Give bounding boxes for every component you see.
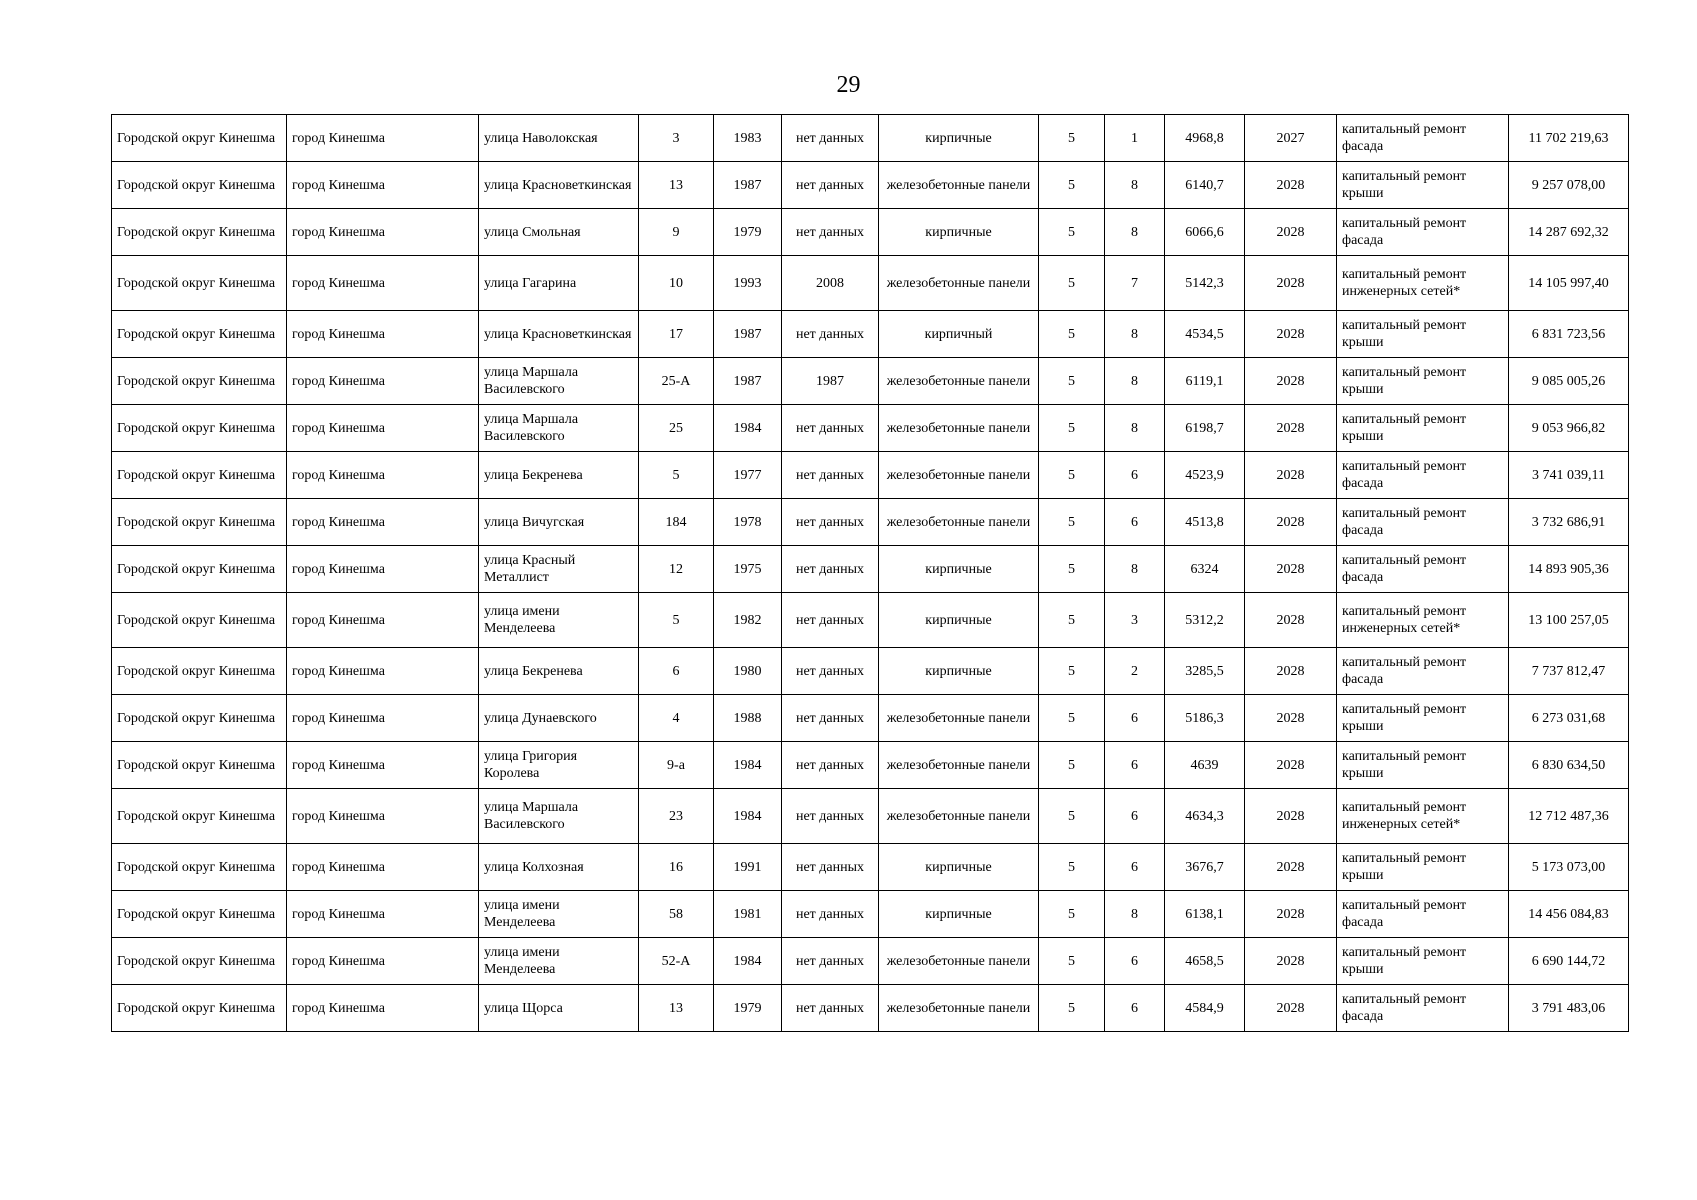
planned-year-cell: 2028 (1245, 209, 1337, 256)
municipality-cell: Городской округ Кинешма (112, 499, 287, 546)
year-built-cell: 1983 (714, 115, 782, 162)
planned-year-cell: 2028 (1245, 311, 1337, 358)
floors-cell: 5 (1039, 358, 1105, 405)
cost-cell: 3 732 686,91 (1509, 499, 1629, 546)
table-row (112, 789, 1629, 844)
cost-cell: 6 831 723,56 (1509, 311, 1629, 358)
last-repair-year-cell: 1987 (782, 358, 879, 405)
cost-cell: 11 702 219,63 (1509, 115, 1629, 162)
area-cell: 5142,3 (1165, 256, 1245, 311)
settlement-cell: город Кинешма (287, 115, 479, 162)
settlement-cell: город Кинешма (287, 358, 479, 405)
municipality-cell: Городской округ Кинешма (112, 844, 287, 891)
last-repair-year-cell: нет данных (782, 452, 879, 499)
entrances-cell: 6 (1105, 985, 1165, 1032)
floors-cell: 5 (1039, 695, 1105, 742)
year-built-cell: 1988 (714, 695, 782, 742)
planned-year-cell: 2028 (1245, 648, 1337, 695)
settlement-cell: город Кинешма (287, 162, 479, 209)
planned-year-cell: 2028 (1245, 593, 1337, 648)
table-row (112, 452, 1629, 499)
year-built-cell: 1982 (714, 593, 782, 648)
planned-year-cell: 2028 (1245, 985, 1337, 1032)
table-row (112, 115, 1629, 162)
settlement-cell: город Кинешма (287, 891, 479, 938)
wall-material-cell: железобетонные панели (879, 742, 1039, 789)
house-number-cell: 12 (639, 546, 714, 593)
settlement-cell: город Кинешма (287, 695, 479, 742)
work-type-cell: капитальный ремонт фасада (1337, 891, 1509, 938)
house-number-cell: 184 (639, 499, 714, 546)
table-row (112, 648, 1629, 695)
last-repair-year-cell: нет данных (782, 891, 879, 938)
cost-cell: 6 690 144,72 (1509, 938, 1629, 985)
municipality-cell: Городской округ Кинешма (112, 358, 287, 405)
area-cell: 6066,6 (1165, 209, 1245, 256)
last-repair-year-cell: нет данных (782, 985, 879, 1032)
housing-repair-table (111, 114, 1629, 1032)
floors-cell: 5 (1039, 891, 1105, 938)
entrances-cell: 7 (1105, 256, 1165, 311)
work-type-cell: капитальный ремонт фасада (1337, 452, 1509, 499)
planned-year-cell: 2028 (1245, 695, 1337, 742)
entrances-cell: 8 (1105, 209, 1165, 256)
entrances-cell: 8 (1105, 311, 1165, 358)
last-repair-year-cell: нет данных (782, 742, 879, 789)
settlement-cell: город Кинешма (287, 209, 479, 256)
table-row (112, 546, 1629, 593)
house-number-cell: 17 (639, 311, 714, 358)
cost-cell: 3 741 039,11 (1509, 452, 1629, 499)
municipality-cell: Городской округ Кинешма (112, 593, 287, 648)
planned-year-cell: 2028 (1245, 789, 1337, 844)
settlement-cell: город Кинешма (287, 742, 479, 789)
municipality-cell: Городской округ Кинешма (112, 891, 287, 938)
planned-year-cell: 2028 (1245, 938, 1337, 985)
area-cell: 3676,7 (1165, 844, 1245, 891)
house-number-cell: 5 (639, 452, 714, 499)
floors-cell: 5 (1039, 546, 1105, 593)
house-number-cell: 16 (639, 844, 714, 891)
street-cell: улица Красный Металлист (479, 546, 639, 593)
floors-cell: 5 (1039, 311, 1105, 358)
work-type-cell: капитальный ремонт крыши (1337, 844, 1509, 891)
wall-material-cell: железобетонные панели (879, 938, 1039, 985)
wall-material-cell: кирпичные (879, 891, 1039, 938)
work-type-cell: капитальный ремонт крыши (1337, 311, 1509, 358)
floors-cell: 5 (1039, 115, 1105, 162)
area-cell: 3285,5 (1165, 648, 1245, 695)
last-repair-year-cell: нет данных (782, 593, 879, 648)
wall-material-cell: железобетонные панели (879, 405, 1039, 452)
entrances-cell: 8 (1105, 405, 1165, 452)
floors-cell: 5 (1039, 405, 1105, 452)
settlement-cell: город Кинешма (287, 789, 479, 844)
work-type-cell: капитальный ремонт крыши (1337, 742, 1509, 789)
settlement-cell: город Кинешма (287, 452, 479, 499)
planned-year-cell: 2028 (1245, 844, 1337, 891)
street-cell: улица Наволокская (479, 115, 639, 162)
work-type-cell: капитальный ремонт фасада (1337, 499, 1509, 546)
house-number-cell: 3 (639, 115, 714, 162)
work-type-cell: капитальный ремонт крыши (1337, 695, 1509, 742)
floors-cell: 5 (1039, 648, 1105, 695)
last-repair-year-cell: нет данных (782, 162, 879, 209)
table-row (112, 358, 1629, 405)
municipality-cell: Городской округ Кинешма (112, 311, 287, 358)
floors-cell: 5 (1039, 162, 1105, 209)
settlement-cell: город Кинешма (287, 256, 479, 311)
area-cell: 4534,5 (1165, 311, 1245, 358)
municipality-cell: Городской округ Кинешма (112, 985, 287, 1032)
wall-material-cell: железобетонные панели (879, 358, 1039, 405)
planned-year-cell: 2028 (1245, 162, 1337, 209)
cost-cell: 9 085 005,26 (1509, 358, 1629, 405)
street-cell: улица Смольная (479, 209, 639, 256)
cost-cell: 14 287 692,32 (1509, 209, 1629, 256)
settlement-cell: город Кинешма (287, 546, 479, 593)
area-cell: 6138,1 (1165, 891, 1245, 938)
last-repair-year-cell: 2008 (782, 256, 879, 311)
entrances-cell: 6 (1105, 938, 1165, 985)
house-number-cell: 5 (639, 593, 714, 648)
table-row (112, 311, 1629, 358)
last-repair-year-cell: нет данных (782, 938, 879, 985)
settlement-cell: город Кинешма (287, 648, 479, 695)
floors-cell: 5 (1039, 938, 1105, 985)
area-cell: 6198,7 (1165, 405, 1245, 452)
entrances-cell: 8 (1105, 162, 1165, 209)
work-type-cell: капитальный ремонт крыши (1337, 162, 1509, 209)
settlement-cell: город Кинешма (287, 499, 479, 546)
house-number-cell: 4 (639, 695, 714, 742)
wall-material-cell: железобетонные панели (879, 789, 1039, 844)
entrances-cell: 1 (1105, 115, 1165, 162)
year-built-cell: 1980 (714, 648, 782, 695)
street-cell: улица Красноветкинская (479, 162, 639, 209)
cost-cell: 14 893 905,36 (1509, 546, 1629, 593)
entrances-cell: 6 (1105, 695, 1165, 742)
municipality-cell: Городской округ Кинешма (112, 789, 287, 844)
settlement-cell: город Кинешма (287, 405, 479, 452)
cost-cell: 9 053 966,82 (1509, 405, 1629, 452)
area-cell: 4968,8 (1165, 115, 1245, 162)
planned-year-cell: 2028 (1245, 499, 1337, 546)
last-repair-year-cell: нет данных (782, 115, 879, 162)
cost-cell: 7 737 812,47 (1509, 648, 1629, 695)
page-number: 29 (836, 72, 861, 98)
municipality-cell: Городской округ Кинешма (112, 742, 287, 789)
floors-cell: 5 (1039, 256, 1105, 311)
area-cell: 6324 (1165, 546, 1245, 593)
municipality-cell: Городской округ Кинешма (112, 695, 287, 742)
settlement-cell: город Кинешма (287, 593, 479, 648)
street-cell: улица Гагарина (479, 256, 639, 311)
street-cell: улица Маршала Василевского (479, 358, 639, 405)
street-cell: улица Маршала Василевского (479, 405, 639, 452)
entrances-cell: 6 (1105, 789, 1165, 844)
table-body (112, 115, 1629, 1032)
municipality-cell: Городской округ Кинешма (112, 546, 287, 593)
cost-cell: 5 173 073,00 (1509, 844, 1629, 891)
house-number-cell: 13 (639, 162, 714, 209)
work-type-cell: капитальный ремонт крыши (1337, 405, 1509, 452)
street-cell: улица Колхозная (479, 844, 639, 891)
floors-cell: 5 (1039, 452, 1105, 499)
street-cell: улица Красноветкинская (479, 311, 639, 358)
area-cell: 4523,9 (1165, 452, 1245, 499)
municipality-cell: Городской округ Кинешма (112, 405, 287, 452)
last-repair-year-cell: нет данных (782, 405, 879, 452)
table-row (112, 209, 1629, 256)
floors-cell: 5 (1039, 985, 1105, 1032)
entrances-cell: 6 (1105, 452, 1165, 499)
year-built-cell: 1978 (714, 499, 782, 546)
wall-material-cell: кирпичные (879, 115, 1039, 162)
street-cell: улица Бекренева (479, 452, 639, 499)
year-built-cell: 1984 (714, 742, 782, 789)
street-cell: улица Дунаевского (479, 695, 639, 742)
planned-year-cell: 2028 (1245, 256, 1337, 311)
cost-cell: 14 105 997,40 (1509, 256, 1629, 311)
floors-cell: 5 (1039, 742, 1105, 789)
year-built-cell: 1984 (714, 938, 782, 985)
work-type-cell: капитальный ремонт крыши (1337, 358, 1509, 405)
year-built-cell: 1984 (714, 789, 782, 844)
work-type-cell: капитальный ремонт фасада (1337, 209, 1509, 256)
planned-year-cell: 2028 (1245, 742, 1337, 789)
work-type-cell: капитальный ремонт крыши (1337, 938, 1509, 985)
municipality-cell: Городской округ Кинешма (112, 256, 287, 311)
last-repair-year-cell: нет данных (782, 311, 879, 358)
year-built-cell: 1977 (714, 452, 782, 499)
last-repair-year-cell: нет данных (782, 844, 879, 891)
house-number-cell: 25-А (639, 358, 714, 405)
planned-year-cell: 2028 (1245, 546, 1337, 593)
settlement-cell: город Кинешма (287, 844, 479, 891)
last-repair-year-cell: нет данных (782, 695, 879, 742)
area-cell: 5186,3 (1165, 695, 1245, 742)
house-number-cell: 58 (639, 891, 714, 938)
house-number-cell: 52-А (639, 938, 714, 985)
table-row (112, 695, 1629, 742)
municipality-cell: Городской округ Кинешма (112, 209, 287, 256)
area-cell: 4634,3 (1165, 789, 1245, 844)
municipality-cell: Городской округ Кинешма (112, 115, 287, 162)
cost-cell: 9 257 078,00 (1509, 162, 1629, 209)
wall-material-cell: кирпичные (879, 593, 1039, 648)
entrances-cell: 2 (1105, 648, 1165, 695)
planned-year-cell: 2028 (1245, 891, 1337, 938)
work-type-cell: капитальный ремонт фасада (1337, 115, 1509, 162)
last-repair-year-cell: нет данных (782, 546, 879, 593)
entrances-cell: 6 (1105, 742, 1165, 789)
year-built-cell: 1987 (714, 162, 782, 209)
year-built-cell: 1987 (714, 311, 782, 358)
year-built-cell: 1993 (714, 256, 782, 311)
street-cell: улица имени Менделеева (479, 938, 639, 985)
street-cell: улица Григория Королева (479, 742, 639, 789)
municipality-cell: Городской округ Кинешма (112, 162, 287, 209)
year-built-cell: 1979 (714, 985, 782, 1032)
house-number-cell: 9-а (639, 742, 714, 789)
last-repair-year-cell: нет данных (782, 499, 879, 546)
work-type-cell: капитальный ремонт инженерных сетей* (1337, 789, 1509, 844)
year-built-cell: 1984 (714, 405, 782, 452)
area-cell: 6119,1 (1165, 358, 1245, 405)
year-built-cell: 1981 (714, 891, 782, 938)
table-row (112, 499, 1629, 546)
house-number-cell: 9 (639, 209, 714, 256)
year-built-cell: 1991 (714, 844, 782, 891)
wall-material-cell: железобетонные панели (879, 499, 1039, 546)
entrances-cell: 8 (1105, 891, 1165, 938)
street-cell: улица Вичугская (479, 499, 639, 546)
table-row (112, 405, 1629, 452)
work-type-cell: капитальный ремонт фасада (1337, 648, 1509, 695)
wall-material-cell: железобетонные панели (879, 256, 1039, 311)
area-cell: 4513,8 (1165, 499, 1245, 546)
wall-material-cell: железобетонные панели (879, 162, 1039, 209)
last-repair-year-cell: нет данных (782, 789, 879, 844)
entrances-cell: 8 (1105, 358, 1165, 405)
area-cell: 4658,5 (1165, 938, 1245, 985)
entrances-cell: 3 (1105, 593, 1165, 648)
municipality-cell: Городской округ Кинешма (112, 938, 287, 985)
wall-material-cell: кирпичные (879, 648, 1039, 695)
table-row (112, 938, 1629, 985)
area-cell: 6140,7 (1165, 162, 1245, 209)
table-row (112, 891, 1629, 938)
year-built-cell: 1975 (714, 546, 782, 593)
last-repair-year-cell: нет данных (782, 648, 879, 695)
street-cell: улица имени Менделеева (479, 593, 639, 648)
cost-cell: 6 273 031,68 (1509, 695, 1629, 742)
settlement-cell: город Кинешма (287, 985, 479, 1032)
planned-year-cell: 2028 (1245, 358, 1337, 405)
street-cell: улица имени Менделеева (479, 891, 639, 938)
wall-material-cell: кирпичные (879, 844, 1039, 891)
street-cell: улица Щорса (479, 985, 639, 1032)
floors-cell: 5 (1039, 499, 1105, 546)
entrances-cell: 6 (1105, 499, 1165, 546)
area-cell: 4584,9 (1165, 985, 1245, 1032)
house-number-cell: 6 (639, 648, 714, 695)
floors-cell: 5 (1039, 593, 1105, 648)
planned-year-cell: 2028 (1245, 452, 1337, 499)
work-type-cell: капитальный ремонт фасада (1337, 985, 1509, 1032)
cost-cell: 6 830 634,50 (1509, 742, 1629, 789)
house-number-cell: 25 (639, 405, 714, 452)
wall-material-cell: кирпичный (879, 311, 1039, 358)
last-repair-year-cell: нет данных (782, 209, 879, 256)
cost-cell: 13 100 257,05 (1509, 593, 1629, 648)
table-row (112, 985, 1629, 1032)
municipality-cell: Городской округ Кинешма (112, 452, 287, 499)
wall-material-cell: железобетонные панели (879, 695, 1039, 742)
cost-cell: 12 712 487,36 (1509, 789, 1629, 844)
table-row (112, 162, 1629, 209)
settlement-cell: город Кинешма (287, 938, 479, 985)
area-cell: 4639 (1165, 742, 1245, 789)
floors-cell: 5 (1039, 789, 1105, 844)
cost-cell: 3 791 483,06 (1509, 985, 1629, 1032)
house-number-cell: 13 (639, 985, 714, 1032)
wall-material-cell: железобетонные панели (879, 985, 1039, 1032)
wall-material-cell: железобетонные панели (879, 452, 1039, 499)
year-built-cell: 1979 (714, 209, 782, 256)
municipality-cell: Городской округ Кинешма (112, 648, 287, 695)
planned-year-cell: 2028 (1245, 405, 1337, 452)
wall-material-cell: кирпичные (879, 546, 1039, 593)
table-row (112, 256, 1629, 311)
street-cell: улица Маршала Василевского (479, 789, 639, 844)
wall-material-cell: кирпичные (879, 209, 1039, 256)
area-cell: 5312,2 (1165, 593, 1245, 648)
cost-cell: 14 456 084,83 (1509, 891, 1629, 938)
house-number-cell: 23 (639, 789, 714, 844)
planned-year-cell: 2027 (1245, 115, 1337, 162)
work-type-cell: капитальный ремонт фасада (1337, 546, 1509, 593)
work-type-cell: капитальный ремонт инженерных сетей* (1337, 256, 1509, 311)
table-row (112, 742, 1629, 789)
street-cell: улица Бекренева (479, 648, 639, 695)
settlement-cell: город Кинешма (287, 311, 479, 358)
floors-cell: 5 (1039, 209, 1105, 256)
year-built-cell: 1987 (714, 358, 782, 405)
table-row (112, 593, 1629, 648)
table-row (112, 844, 1629, 891)
floors-cell: 5 (1039, 844, 1105, 891)
house-number-cell: 10 (639, 256, 714, 311)
work-type-cell: капитальный ремонт инженерных сетей* (1337, 593, 1509, 648)
entrances-cell: 8 (1105, 546, 1165, 593)
entrances-cell: 6 (1105, 844, 1165, 891)
